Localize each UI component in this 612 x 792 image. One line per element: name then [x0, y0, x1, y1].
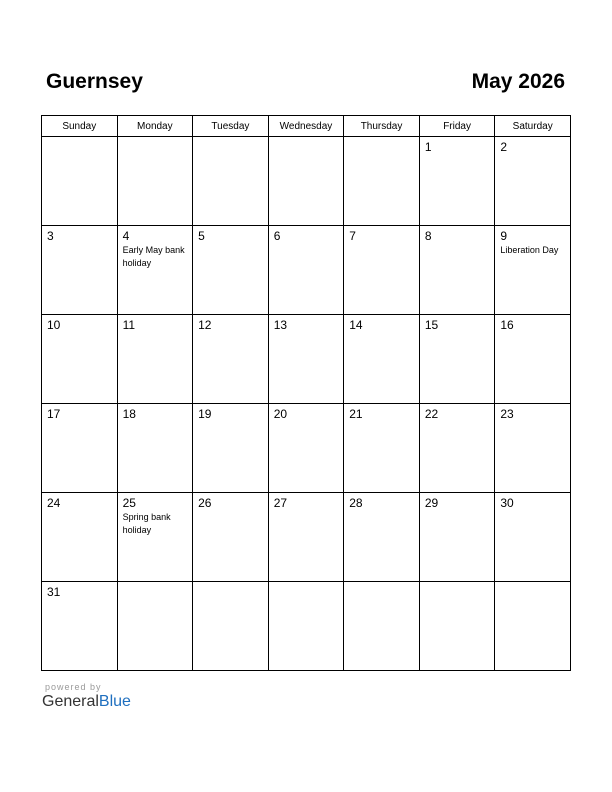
powered-by-text: powered by — [45, 682, 102, 692]
day-cell — [344, 493, 420, 582]
day-cell — [42, 137, 118, 226]
day-number: 1 — [424, 140, 432, 154]
day-cell — [344, 404, 420, 493]
day-cell — [117, 404, 193, 493]
day-cell — [419, 493, 495, 582]
country-title: Guernsey — [46, 70, 143, 93]
logo-blue-text: Blue — [98, 693, 131, 710]
day-cell — [193, 226, 269, 315]
day-cell — [495, 137, 571, 226]
day-number: 19 — [198, 407, 212, 421]
day-cell — [344, 226, 420, 315]
day-cell — [42, 226, 118, 315]
day-cell — [193, 493, 269, 582]
day-number: 6 — [273, 229, 281, 243]
week-row — [42, 137, 571, 226]
generalblue-logo — [42, 693, 131, 711]
day-number: 21 — [349, 407, 363, 421]
day-number: 30 — [500, 496, 514, 510]
day-cell — [117, 137, 193, 226]
branding — [42, 682, 131, 711]
day-cell — [495, 493, 571, 582]
day-cell — [193, 315, 269, 404]
day-cell — [419, 226, 495, 315]
day-number: 9 — [500, 229, 508, 243]
day-number: 12 — [198, 318, 212, 332]
week-row — [42, 582, 571, 671]
day-number: 26 — [198, 496, 212, 510]
calendar-grid — [41, 115, 571, 671]
day-cell — [117, 493, 193, 582]
day-cell — [344, 582, 420, 671]
day-cell — [344, 315, 420, 404]
weekday-thursday: Thursday — [344, 116, 420, 137]
day-number: 10 — [47, 318, 61, 332]
day-number: 27 — [273, 496, 288, 510]
day-cell — [193, 404, 269, 493]
holiday-label: Spring bank holiday — [122, 512, 171, 535]
weekday-tuesday: Tuesday — [193, 116, 269, 137]
day-number: 25 — [122, 496, 136, 510]
day-cell — [495, 582, 571, 671]
weekday-header-row — [42, 116, 571, 137]
day-number: 31 — [47, 585, 61, 599]
day-number: 8 — [424, 229, 432, 243]
day-cell — [419, 582, 495, 671]
day-cell — [268, 493, 344, 582]
day-cell — [419, 404, 495, 493]
day-number: 17 — [47, 407, 61, 421]
day-cell — [193, 582, 269, 671]
day-number: 22 — [424, 407, 439, 421]
day-cell — [42, 404, 118, 493]
day-number: 28 — [349, 496, 363, 510]
day-cell — [495, 315, 571, 404]
day-cell — [268, 315, 344, 404]
day-number: 5 — [198, 229, 205, 243]
day-cell — [419, 315, 495, 404]
day-number: 20 — [273, 407, 288, 421]
day-number: 24 — [47, 496, 61, 510]
day-cell — [42, 315, 118, 404]
day-cell — [495, 226, 571, 315]
calendar-body — [42, 137, 571, 671]
day-number: 13 — [273, 318, 288, 332]
week-row — [42, 226, 571, 315]
day-cell — [268, 137, 344, 226]
day-number: 2 — [500, 140, 508, 154]
holiday-label: Liberation Day — [500, 245, 559, 255]
day-number: 18 — [122, 407, 136, 421]
day-number: 11 — [122, 318, 136, 332]
day-number: 29 — [424, 496, 439, 510]
day-cell — [117, 315, 193, 404]
week-row — [42, 404, 571, 493]
day-number: 4 — [122, 229, 130, 243]
day-cell — [193, 137, 269, 226]
weekday-friday: Friday — [419, 116, 495, 137]
day-cell — [268, 226, 344, 315]
day-number: 14 — [349, 318, 363, 332]
calendar-header — [41, 70, 571, 100]
weekday-wednesday: Wednesday — [268, 116, 344, 137]
week-row — [42, 315, 571, 404]
day-cell — [268, 404, 344, 493]
week-row — [42, 493, 571, 582]
day-number: 23 — [500, 407, 514, 421]
day-number: 15 — [424, 318, 439, 332]
day-cell — [42, 582, 118, 671]
day-number: 3 — [47, 229, 54, 243]
logo-general-text: General — [42, 693, 99, 710]
holiday-label: Early May bank holiday — [122, 245, 185, 268]
day-cell — [117, 582, 193, 671]
weekday-sunday: Sunday — [42, 116, 118, 137]
month-year-title: May 2026 — [471, 70, 565, 93]
day-cell — [42, 493, 118, 582]
day-number: 16 — [500, 318, 514, 332]
weekday-monday: Monday — [117, 116, 193, 137]
day-cell — [344, 137, 420, 226]
day-cell — [419, 137, 495, 226]
day-cell — [268, 582, 344, 671]
day-number: 7 — [349, 229, 356, 243]
day-cell — [495, 404, 571, 493]
day-cell — [117, 226, 193, 315]
weekday-saturday: Saturday — [495, 116, 571, 137]
